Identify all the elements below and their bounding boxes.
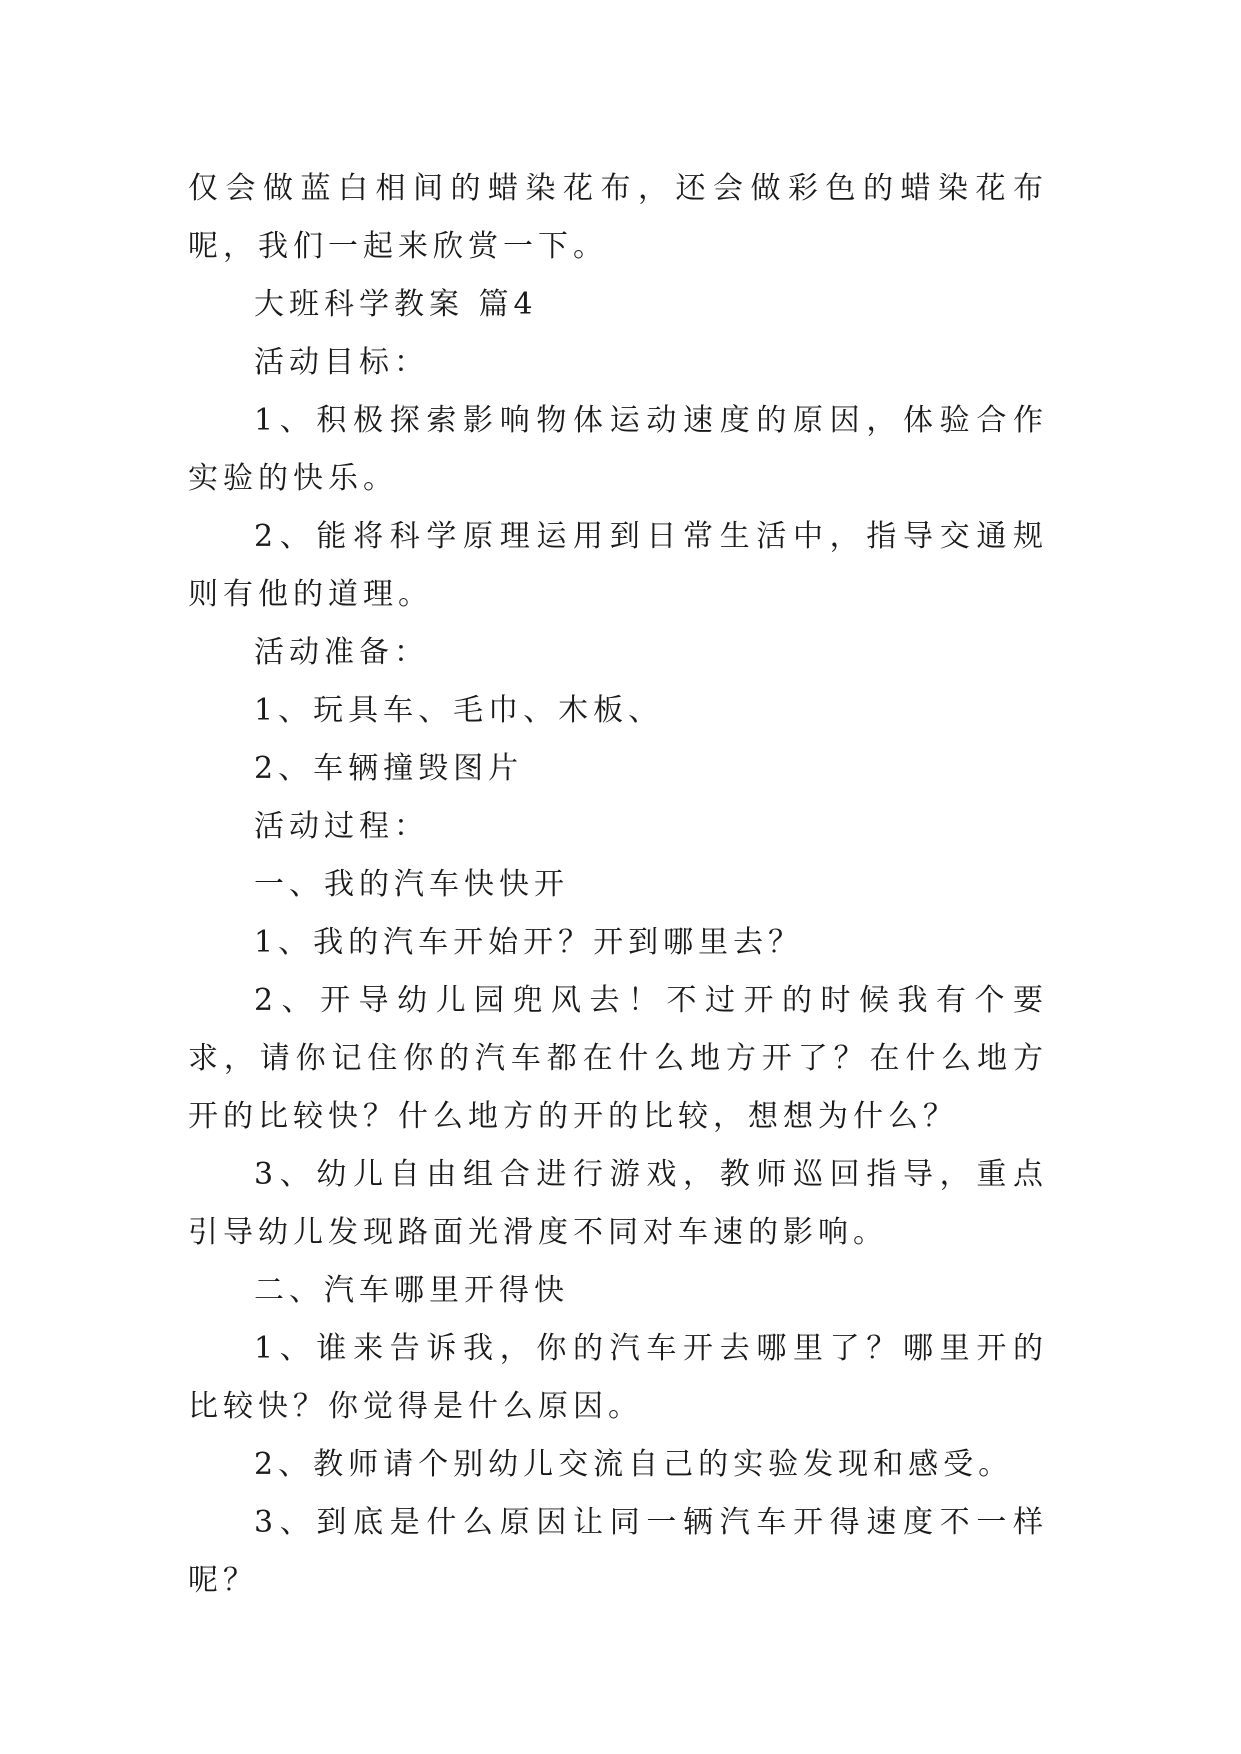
- goal-item-1: 1、积极探索影响物体运动速度的原因，体验合作实验的快乐。: [188, 403, 1048, 496]
- process-item-1-1: 1、我的汽车开始开？开到哪里去？: [254, 925, 804, 960]
- process-item-1-2: 2、开导幼儿园兜风去！不过开的时候我有个要求，请你记住你的汽车都在什么地方开了？在什么地方开的比较快？什么地方的开的比较，想想为什么？: [188, 983, 1048, 1134]
- section-title: 大班科学教案 篇4: [254, 287, 538, 322]
- preparation-item-2: 2、车辆撞毁图片: [254, 751, 524, 786]
- document-body: [188, 160, 1048, 1610]
- heading-activity-process: 活动过程：: [254, 809, 429, 844]
- heading-activity-goals: 活动目标：: [254, 345, 429, 380]
- paragraph-continuation: 仅会做蓝白相间的蜡染花布，还会做彩色的蜡染花布呢，我们一起来欣赏一下。: [188, 171, 1048, 264]
- process-step-heading-1: 一、我的汽车快快开: [254, 867, 569, 902]
- goal-item-2: 2、能将科学原理运用到日常生活中，指导交通规则有他的道理。: [188, 519, 1048, 612]
- process-item-1-3: 3、幼儿自由组合进行游戏，教师巡回指导，重点引导幼儿发现路面光滑度不同对车速的影响。: [188, 1157, 1048, 1250]
- process-item-2-2: 2、教师请个别幼儿交流自己的实验发现和感受。: [254, 1447, 1014, 1482]
- heading-activity-preparation: 活动准备：: [254, 635, 429, 670]
- process-step-heading-2: 二、汽车哪里开得快: [254, 1273, 569, 1308]
- preparation-item-1: 1、玩具车、毛巾、木板、: [254, 693, 664, 728]
- process-item-2-3: 3、到底是什么原因让同一辆汽车开得速度不一样呢？: [188, 1505, 1048, 1598]
- process-item-2-1: 1、谁来告诉我，你的汽车开去哪里了？哪里开的比较快？你觉得是什么原因。: [188, 1331, 1048, 1424]
